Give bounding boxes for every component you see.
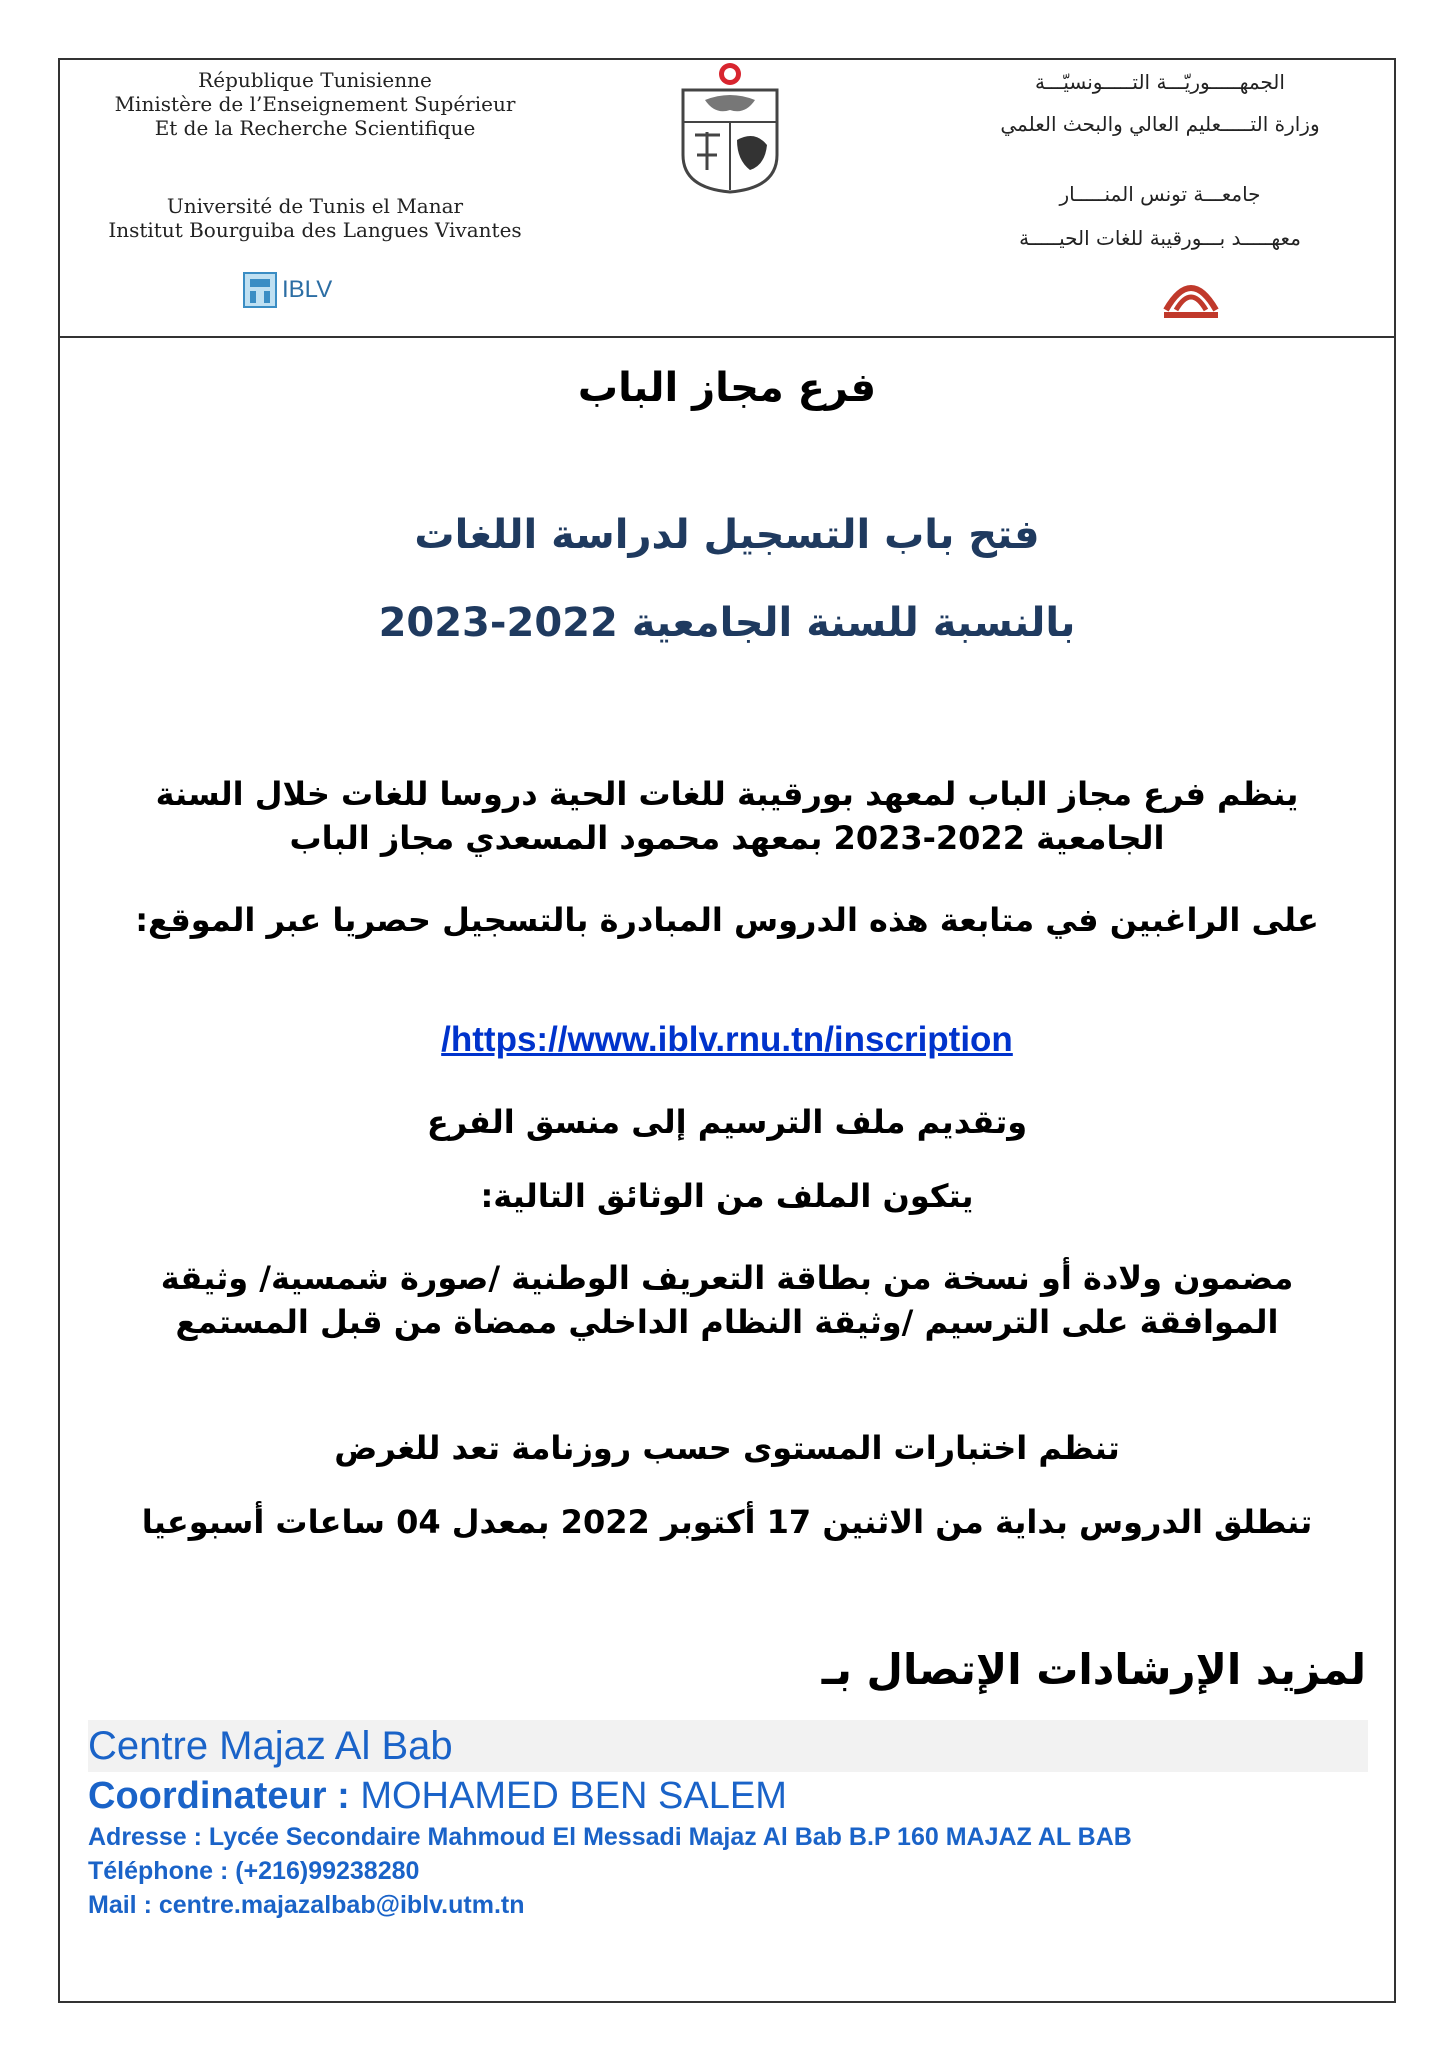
contact-block — [88, 1720, 1368, 1922]
course-start-text: تنطلق الدروس بداية من الاثنين 17 أكتوبر 2022 بمعدل 04 ساعات أسبوعيا — [141, 1503, 1313, 1541]
header-divider — [60, 336, 1394, 338]
fr-institute: Institut Bourguiba des Langues Vivantes — [108, 218, 522, 242]
ar-institute: معهـــــد بـــورقيبة للغات الحيـــــة — [1019, 226, 1301, 250]
branch-title: فرع مجاز الباب — [577, 365, 877, 411]
more-info-heading: لمزيد الإرشادات الإتصال بـ — [821, 1645, 1366, 1694]
institute-red-logo-icon — [1160, 272, 1222, 322]
coordinator-name: MOHAMED BEN SALEM — [360, 1775, 787, 1817]
announcement-title: فتح باب التسجيل لدراسة اللغات — [414, 512, 1040, 558]
fr-ministry: Ministère de l’Enseignement Supérieur — [114, 92, 516, 116]
fr-republic: République Tunisienne — [198, 68, 432, 92]
documents-heading: يتكون الملف من الوثائق التالية: — [480, 1177, 974, 1215]
documents-list: مضمون ولادة أو نسخة من بطاقة التعريف الوطنية /صورة شمسية/ وثيقة الموافقة على الترسيم /وثيقة النظام الداخلي ممضاة من قبل المستمع — [160, 1259, 1294, 1341]
page-frame — [58, 58, 1396, 2003]
ar-republic: الجمهـــــوريّـــة التـــــونسيّـــة — [1035, 70, 1285, 94]
iblv-logo-text: IBLV — [282, 276, 333, 303]
mail-line[interactable]: Mail : centre.majazalbab@iblv.utm.tn — [88, 1891, 525, 1919]
phone-line: Téléphone : (+216)99238280 — [88, 1857, 420, 1885]
address-line: Adresse : Lycée Secondaire Mahmoud El Messadi Majaz Al Bab B.P 160 MAJAZ AL BAB — [88, 1823, 1132, 1851]
registration-link[interactable]: /https://www.iblv.rnu.tn/inscription — [441, 1020, 1013, 1059]
iblv-emblem-icon — [242, 271, 278, 309]
coat-of-arms-icon — [675, 60, 785, 195]
level-tests-text: تنظم اختبارات المستوى حسب روزنامة تعد للغرض — [334, 1429, 1120, 1467]
fr-university: Université de Tunis el Manar — [166, 194, 464, 218]
coordinator-line — [88, 1772, 1368, 1820]
intro-paragraph: ينظم فرع مجاز الباب لمعهد بورقيبة للغات الحية دروسا للغات خلال السنة الجامعية 2022-2023 بمعهد محمود المسعدي مجاز الباب — [155, 775, 1299, 857]
registration-paragraph: على الراغبين في متابعة هذه الدروس المبادرة بالتسجيل حصريا عبر الموقع: — [135, 901, 1319, 939]
centre-name: Centre Majaz Al Bab — [88, 1720, 1368, 1772]
academic-year-title: بالنسبة للسنة الجامعية 2022-2023 — [378, 600, 1076, 646]
letterhead — [60, 60, 1394, 340]
submit-file-text: وتقديم ملف الترسيم إلى منسق الفرع — [426, 1103, 1028, 1141]
ar-university: جامعـــة تونس المنـــــار — [1059, 182, 1261, 206]
iblv-logo — [242, 270, 332, 310]
ar-ministry: وزارة التـــــعليم العالي والبحث العلمي — [1000, 112, 1320, 136]
fr-research: Et de la Recherche Scientifique — [154, 116, 476, 140]
coordinator-label: Coordinateur : — [88, 1775, 350, 1817]
